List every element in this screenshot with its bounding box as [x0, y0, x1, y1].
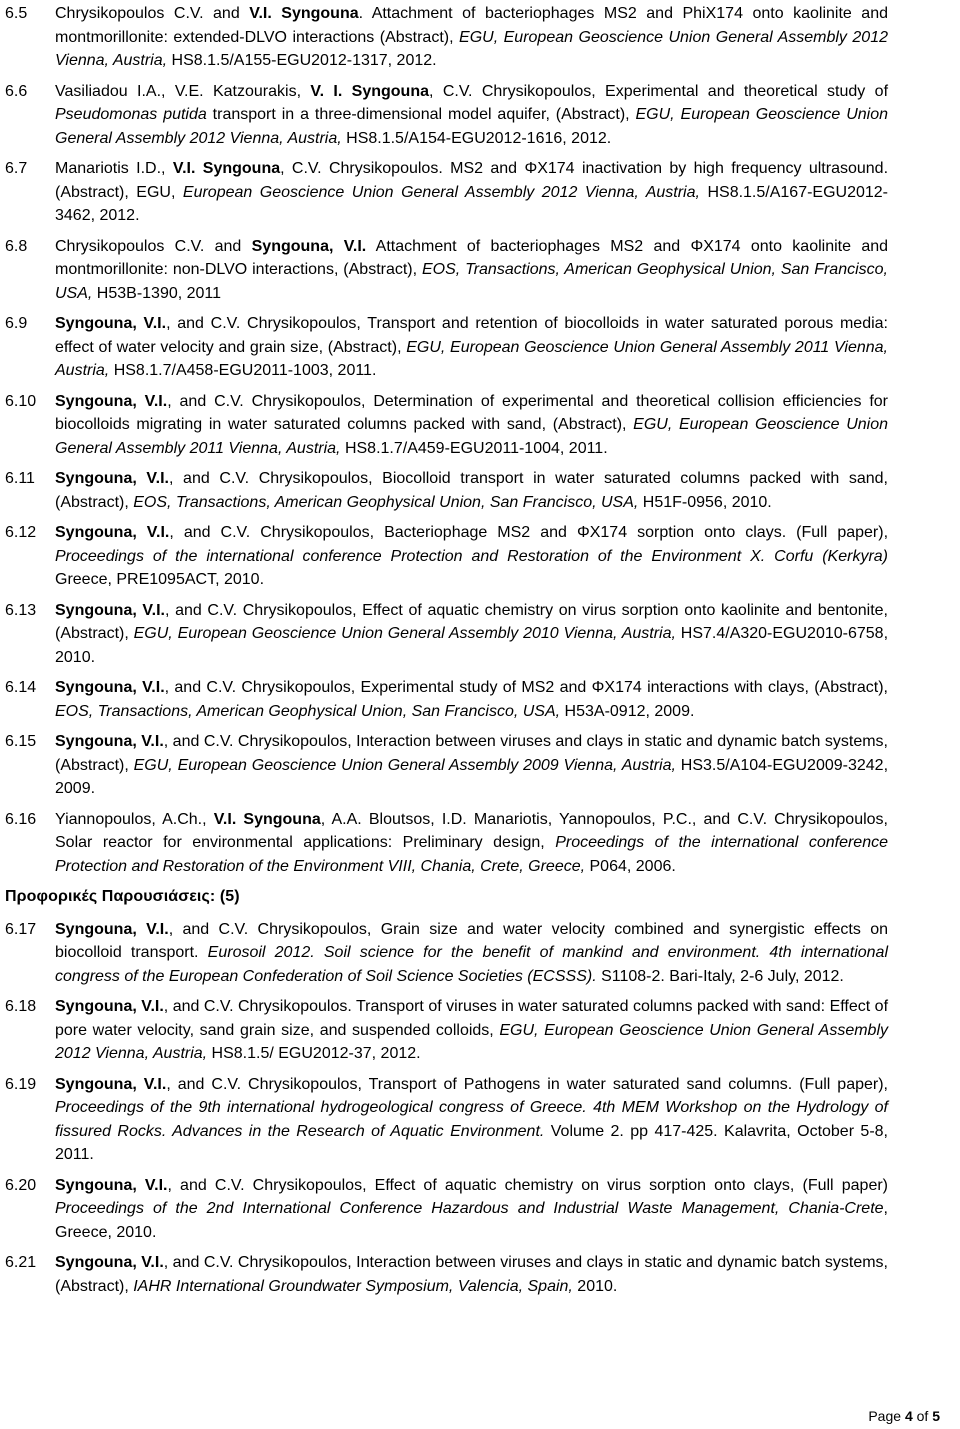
reference-text — [55, 80, 888, 151]
reference-text — [55, 1073, 888, 1167]
reference-number: 6.20 — [5, 1176, 37, 1194]
venue-italic: Eurosoil 2012. Soil science for the benefit of mankind and environment. 4th international congress of the European Confederation of Soil Science Societies (ECSSS). — [55, 944, 889, 985]
reference-segment: , and C.V. Chrysikopoulos, Interaction between viruses and clays in static and dynamic batch systems, (Abstract), — [55, 733, 889, 774]
reference-segment: , and C.V. Chrysikopoulos, Grain size and water velocity combined and synergistic effects on biocolloid transport. — [55, 920, 889, 961]
author-name-bold: Syngouna, V.I. — [55, 524, 170, 541]
reference-entry — [5, 467, 888, 514]
reference-segment: , Greece, 2010. — [55, 1200, 888, 1241]
venue-italic: Pseudomonas putida — [55, 106, 207, 123]
author-name-bold: V.I. Syngouna — [213, 810, 321, 828]
reference-text — [55, 2, 888, 73]
venue-italic: Proceedings of the international conference Protection and Restoration of the Environment X. Corfu (Kerkyra) — [55, 547, 888, 565]
author-name-bold: Syngouna, V.I. — [55, 1075, 167, 1093]
reference-entry — [5, 1073, 888, 1167]
reference-segment: H51F-0956, 2010. — [638, 493, 772, 511]
reference-text — [55, 676, 888, 723]
footer-page-word: Page — [868, 1408, 902, 1424]
venue-italic: EOS, Transactions, American Geophysical Union, San Francisco, USA, — [55, 702, 561, 720]
reference-segment: , and C.V. Chrysikopoulos. Transport of viruses in water saturated columns packed with sand: Effect of pore water velocity, sand grain size, and suspended colloids, — [55, 998, 889, 1039]
venue-italic: EGU, European Geoscience Union General Assembly 2011 Vienna, Austria, — [55, 338, 889, 379]
reference-segment: HS8.1.5/A154-EGU2012-1616, 2012. — [341, 129, 612, 147]
reference-number: 6.5 — [5, 5, 28, 22]
reference-segment: HS8.1.7/A458-EGU2011-1003, 2011. — [109, 362, 377, 379]
reference-entry — [5, 312, 888, 383]
reference-segment: 2010. — [572, 1277, 618, 1295]
reference-entry — [5, 995, 888, 1066]
reference-text — [55, 521, 888, 592]
venue-italic: EGU, European Geoscience Union General Assembly 2011 Vienna, Austria, — [55, 416, 888, 457]
reference-entry — [5, 2, 888, 73]
author-name-bold: Syngouna, V.I. — [55, 1254, 164, 1271]
author-name-bold: Syngouna, V.I. — [55, 315, 167, 332]
reference-text — [55, 157, 888, 228]
author-name-bold: Syngouna, V.I. — [55, 733, 164, 750]
footer-total-pages: 5 — [932, 1408, 940, 1424]
reference-entry — [5, 676, 888, 723]
reference-number: 6.10 — [5, 392, 37, 410]
reference-segment: Chrysikopoulos C.V. and — [55, 5, 250, 22]
reference-number: 6.12 — [5, 524, 37, 541]
reference-segment: Greece, PRE1095ACT, 2010. — [55, 571, 265, 588]
reference-segment: Attachment of bacteriophages MS2 and ΦΧ174 onto kaolinite and montmorillonite: non-DLVO interactions, (Abstract), — [55, 237, 889, 278]
reference-segment: , and C.V. Chrysikopoulos, Transport of Pathogens in water saturated sand columns. (Full paper), — [166, 1075, 889, 1093]
reference-segment: . Attachment of bacteriophages MS2 and PhiX174 onto kaolinite and montmorillonite: extended-DLVO interactions (Abstract), — [55, 5, 889, 46]
author-name-bold: Syngouna, V.I. — [251, 237, 367, 255]
venue-italic: Proceedings of the 9th international hydrogeological congress of Greece. 4th MEM Workshop on the Hydrology of fissured Rocks. Advances in the Research of Aquatic Environment. — [55, 1099, 888, 1140]
reference-segment: HS8.1.5/A167-EGU2012-3462, 2012. — [55, 183, 889, 224]
reference-text — [55, 1251, 888, 1298]
reference-segment: , C.V. Chrysikopoulos. MS2 and ΦΧ174 inactivation by high frequency ultrasound. (Abstract), EGU, — [55, 160, 889, 201]
venue-italic: EGU, European Geoscience Union General Assembly 2009 Vienna, Austria, — [133, 756, 676, 774]
oral-presentations-list — [5, 918, 888, 1299]
footer-of-word: of — [916, 1408, 929, 1424]
reference-text — [55, 1174, 888, 1245]
reference-text — [55, 995, 888, 1066]
reference-number: 6.7 — [5, 160, 28, 177]
venue-italic: EGU, European Geoscience Union General Assembly 2012 Vienna, Austria, — [55, 28, 889, 69]
author-name-bold: Syngouna, V.I. — [55, 998, 164, 1015]
author-name-bold: Syngouna, V.I. — [55, 470, 169, 487]
reference-text — [55, 390, 888, 461]
venue-italic: EOS, Transactions, American Geophysical Union, San Francisco, USA, — [55, 261, 888, 302]
footer-current-page: 4 — [904, 1408, 913, 1424]
reference-segment: Manariotis I.D., — [55, 160, 173, 177]
reference-text — [55, 312, 888, 383]
reference-entry — [5, 599, 888, 670]
reference-segment: HS8.1.7/A459-EGU2011-1004, 2011. — [340, 439, 608, 457]
reference-number: 6.17 — [5, 920, 37, 938]
reference-segment: HS3.5/A104-EGU2009-3242, 2009. — [55, 756, 889, 797]
author-name-bold: Syngouna, V.I. — [55, 1176, 168, 1194]
reference-number: 6.18 — [5, 998, 37, 1015]
venue-italic: European Geoscience Union General Assembly 2012 Vienna, Austria, — [182, 183, 700, 201]
reference-entry — [5, 918, 888, 989]
author-name-bold: V.I. Syngouna — [172, 160, 281, 177]
reference-entry — [5, 521, 888, 592]
reference-segment: , and C.V. Chrysikopoulos, Effect of aquatic chemistry on virus sorption onto kaolinite and bentonite, (Abstract), — [55, 601, 888, 642]
reference-number: 6.13 — [5, 601, 37, 619]
reference-entry — [5, 235, 888, 306]
reference-segment: Yiannopoulos, A.Ch., — [55, 810, 214, 828]
reference-segment: , and C.V. Chrysikopoulos, Determination of experimental and theoretical collision efficiencies for biocolloids migrating in water saturated columns packed with sand, (Abstract), — [55, 392, 888, 433]
reference-segment: HS8.1.5/A155-EGU2012-1317, 2012. — [167, 52, 437, 69]
reference-text — [55, 918, 888, 989]
reference-segment: H53B-1390, 2011 — [92, 284, 222, 302]
reference-segment: HS7.4/A320-EGU2010-6758, 2010. — [55, 625, 889, 666]
reference-segment: S1108-2. Bari-Italy, 2-6 July, 2012. — [596, 967, 844, 985]
reference-number: 6.6 — [5, 82, 28, 100]
reference-segment: HS8.1.5/ EGU2012-37, 2012. — [207, 1045, 421, 1062]
reference-segment: , and C.V. Chrysikopoulos, Experimental study of MS2 and ΦΧ174 interactions with clays, (Abstract), — [164, 679, 888, 696]
venue-italic: EGU, European Geoscience Union General Assembly 2012 Vienna, Austria, — [55, 106, 888, 147]
oral-presentations-heading: Προφορικές Παρουσιάσεις: (5) — [5, 888, 240, 905]
page-footer — [868, 1407, 940, 1425]
author-name-bold: Syngouna, V.I. — [55, 920, 169, 938]
reference-number: 6.19 — [5, 1075, 37, 1093]
reference-segment: Volume 2. pp 417-425. Kalavrita, October 5-8, 2011. — [55, 1122, 889, 1163]
reference-segment: , and C.V. Chrysikopoulos, Transport and retention of biocolloids in water saturated porous media: effect of water velocity and grain size, (Abstract), — [55, 315, 889, 356]
reference-entry — [5, 157, 888, 228]
venue-italic: EGU, European Geoscience Union General Assembly 2010 Vienna, Austria, — [133, 625, 676, 642]
reference-number: 6.16 — [5, 810, 37, 828]
reference-text — [55, 467, 888, 514]
reference-segment: Vasiliadou I.A., V.E. Katzourakis, — [55, 82, 311, 100]
reference-segment: , A.A. Bloutsos, I.D. Manariotis, Yannopoulos, P.C., and C.V. Chrysikopoulos, Solar reactor for environmental applications: Preliminary design, — [55, 810, 888, 851]
reference-entry — [5, 730, 888, 801]
reference-number: 6.11 — [5, 470, 35, 487]
venue-italic: IAHR International Groundwater Symposium, Valencia, Spain, — [133, 1277, 573, 1295]
reference-segment: P064, 2006. — [585, 857, 676, 875]
reference-text — [55, 599, 888, 670]
author-name-bold: Syngouna, V.I. — [55, 601, 165, 619]
author-name-bold: Syngouna, V.I. — [55, 392, 168, 410]
reference-segment: , and C.V. Chrysikopoulos, Biocolloid transport in water saturated columns packed with sand, (Abstract), — [55, 470, 889, 511]
reference-segment: , and C.V. Chrysikopoulos, Effect of aquatic chemistry on virus sorption onto clays, (Full paper) — [167, 1176, 888, 1194]
reference-segment: , and C.V. Chrysikopoulos, Bacteriophage MS2 and ΦΧ174 sorption onto clays. (Full paper), — [169, 524, 889, 541]
reference-entry — [5, 1251, 888, 1298]
reference-number: 6.8 — [5, 237, 28, 255]
venue-italic: Proceedings of the 2nd International Conference Hazardous and Industrial Waste Management, Chania-Crete — [55, 1200, 884, 1217]
author-name-bold: Syngouna, V.I. — [55, 679, 165, 696]
reference-number: 6.21 — [5, 1254, 37, 1271]
reference-segment: Chrysikopoulos C.V. and — [55, 237, 252, 255]
reference-text — [55, 730, 888, 801]
poster-presentations-list — [5, 2, 888, 878]
reference-segment: transport in a three-dimensional model aquifer, (Abstract), — [206, 106, 636, 123]
reference-text — [55, 808, 888, 879]
venue-italic: EGU, European Geoscience Union General Assembly 2012 Vienna, Austria, — [55, 1021, 888, 1062]
reference-number: 6.14 — [5, 679, 37, 696]
reference-segment: , C.V. Chrysikopoulos, Experimental and theoretical study of — [429, 82, 889, 100]
venue-italic: EOS, Transactions, American Geophysical Union, San Francisco, USA, — [133, 493, 639, 511]
reference-segment: H53A-0912, 2009. — [560, 702, 695, 720]
reference-entry — [5, 80, 888, 151]
author-name-bold: V.I. Syngouna — [249, 5, 359, 22]
reference-number: 6.15 — [5, 733, 37, 750]
reference-entry — [5, 1174, 888, 1245]
reference-number: 6.9 — [5, 315, 28, 332]
reference-text — [55, 235, 888, 306]
author-name-bold: V. I. Syngouna — [310, 82, 430, 100]
venue-italic: Proceedings of the international conference Protection and Restoration of the Environment VIII, Chania, Crete, Greece, — [55, 834, 888, 875]
reference-segment: , and C.V. Chrysikopoulos, Interaction between viruses and clays in static and dynamic batch systems, (Abstract), — [55, 1254, 889, 1295]
reference-entry — [5, 390, 888, 461]
reference-entry — [5, 808, 888, 879]
